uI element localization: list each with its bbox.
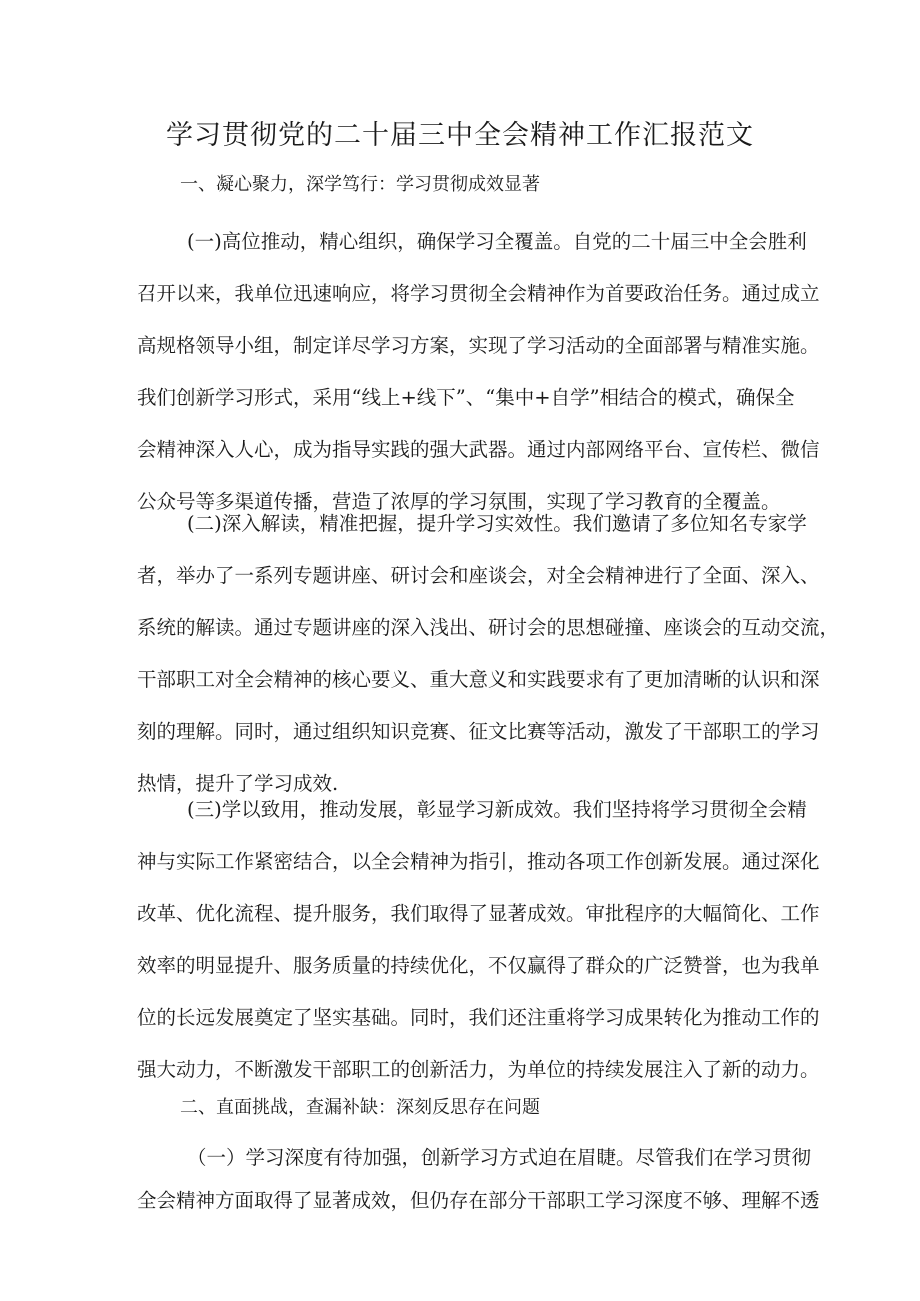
section-heading-1: 一、凝心聚力，深学笃行：学习贯彻成效显著 bbox=[180, 174, 540, 195]
paragraph-line: （一）学习深度有待加强，创新学习方式迫在眉睫。尽管我们在学习贯彻 bbox=[187, 1146, 812, 1169]
paragraph-line: 神与实际工作紧密结合，以全会精神为指引，推动各项工作创新发展。通过深化 bbox=[137, 850, 820, 873]
paragraph-3 bbox=[137, 784, 820, 1096]
paragraph-line: (二)深入解读，精准把握，提升学习实效性。我们邀请了多位知名专家学 bbox=[187, 512, 807, 535]
paragraph-line: 高规格领导小组，制定详尽学习方案，实现了学习活动的全面部署与精准实施。 bbox=[137, 334, 820, 357]
paragraph-line: 刻的理解。同时，通过组织知识竞赛、征文比赛等活动，激发了干部职工的学习 bbox=[137, 720, 820, 743]
section-heading-2: 二、直面挑战，查漏补缺：深刻反思存在问题 bbox=[180, 1097, 540, 1118]
paragraph-line: 热情，提升了学习成效. bbox=[137, 772, 339, 795]
paragraph-line: 者，举办了一系列专题讲座、研讨会和座谈会，对全会精神进行了全面、深入、 bbox=[137, 564, 820, 587]
paragraph-line: 召开以来，我单位迅速响应，将学习贯彻全会精神作为首要政治任务。通过成立 bbox=[137, 282, 820, 305]
paragraph-line: 全会精神方面取得了显著成效，但仍存在部分干部职工学习深度不够、理解不透 bbox=[137, 1189, 820, 1212]
paragraph-line: 干部职工对全会精神的核心要义、重大意义和实践要求有了更加清晰的认识和深 bbox=[137, 668, 820, 691]
paragraph-line: 改革、优化流程、提升服务，我们取得了显著成效。审批程序的大幅简化、工作 bbox=[137, 902, 820, 925]
paragraph-line: 公众号等多渠道传播，营造了浓厚的学习氛围，实现了学习教育的全覆盖。 bbox=[137, 490, 781, 513]
paragraph-line: (一)高位推动，精心组织，确保学习全覆盖。自党的二十届三中全会胜利 bbox=[187, 230, 807, 253]
paragraph-line: 我们创新学习形式，采用“线上+线下”、“集中+自学”相结合的模式，确保全 bbox=[137, 386, 795, 409]
document-title: 学习贯彻党的二十届三中全会精神工作汇报范文 bbox=[166, 120, 754, 151]
paragraph-2 bbox=[137, 498, 840, 810]
paragraph-line: 位的长远发展奠定了坚实基础。同时，我们还注重将学习成果转化为推动工作的 bbox=[137, 1006, 820, 1029]
paragraph-line: 会精神深入人心，成为指导实践的强大武器。通过内部网络平台、宣传栏、微信 bbox=[137, 438, 820, 461]
paragraph-4 bbox=[137, 1136, 820, 1222]
paragraph-line: 强大动力，不断激发干部职工的创新活力，为单位的持续发展注入了新的动力。 bbox=[137, 1058, 820, 1081]
paragraph-line: (三)学以致用，推动发展，彰显学习新成效。我们坚持将学习贯彻全会精 bbox=[187, 798, 807, 821]
paragraph-line: 效率的明显提升、服务质量的持续优化，不仅赢得了群众的广泛赞誉，也为我单 bbox=[137, 954, 820, 977]
paragraph-1 bbox=[137, 216, 820, 528]
paragraph-line: 系统的解读。通过专题讲座的深入浅出、研讨会的思想碰撞、座谈会的互动交流， bbox=[137, 616, 840, 639]
